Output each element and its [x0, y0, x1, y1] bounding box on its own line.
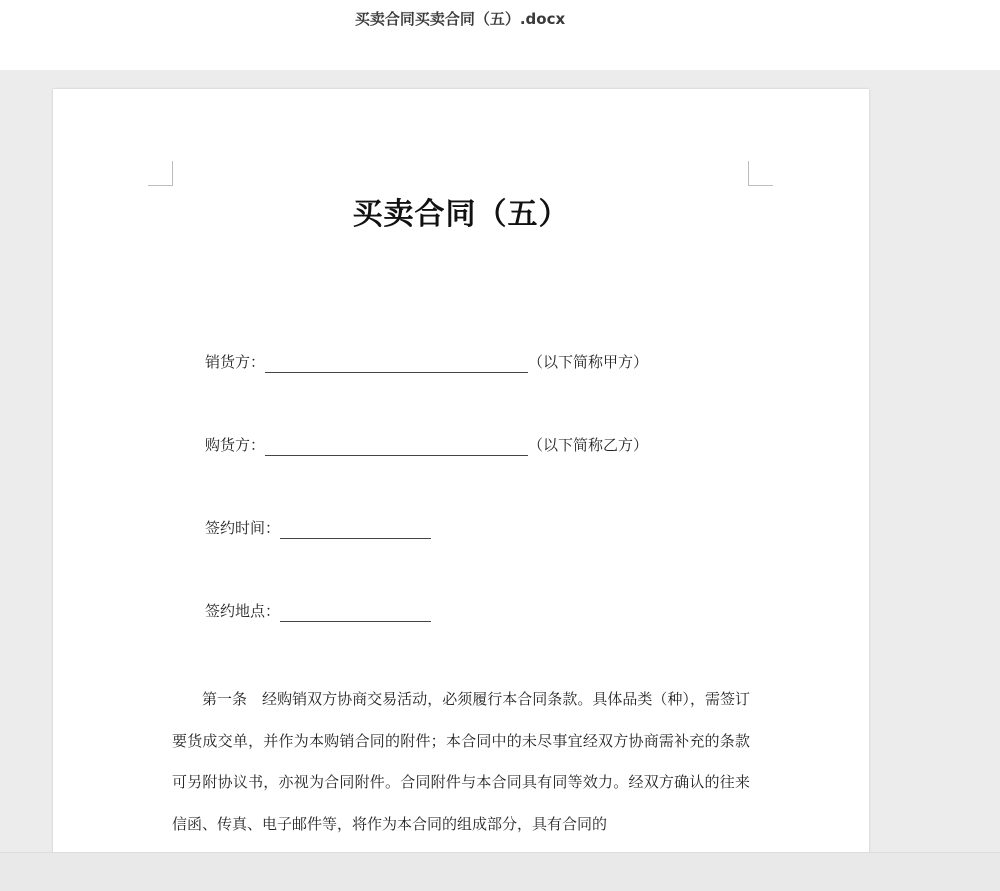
sign-time-label: 签约时间： [205, 519, 281, 537]
seller-suffix: （以下简称甲方） [528, 353, 649, 371]
sign-place-line [205, 600, 431, 622]
buyer-label: 购货方： [205, 436, 266, 454]
buyer-line [205, 434, 648, 456]
sign-place-label: 签约地点： [205, 602, 281, 620]
buyer-blank [265, 435, 528, 456]
document-page [53, 89, 869, 852]
viewer-footer [0, 852, 1000, 891]
seller-blank [265, 352, 528, 373]
article-1-text: 第一条 经购销双方协商交易活动，必须履行本合同条款。具体品类（种），需签订要货成交单，并作为本购销合同的附件；本合同中的未尽事宜经双方协商需补充的条款可另附协议书，亦视为合同附件。合同附件与本合同具有同等效力。经双方确认的往来信函、传真、电子邮件等，将作为本合同的组成部分，具有合同的 [172, 690, 750, 833]
crop-mark-top-left [148, 161, 173, 186]
seller-label: 销货方： [205, 353, 266, 371]
article-1 [172, 679, 750, 845]
sign-time-blank [280, 518, 431, 539]
viewer-header [0, 0, 1000, 70]
document-title: 买卖合同（五） [352, 197, 570, 232]
seller-line [205, 351, 648, 373]
file-name: 买卖合同买卖合同（五）.docx [354, 10, 566, 28]
document-viewport[interactable] [0, 70, 1000, 852]
sign-place-blank [280, 601, 431, 622]
buyer-suffix: （以下简称乙方） [528, 436, 649, 454]
crop-mark-top-right [748, 161, 773, 186]
sign-time-line [205, 517, 431, 539]
